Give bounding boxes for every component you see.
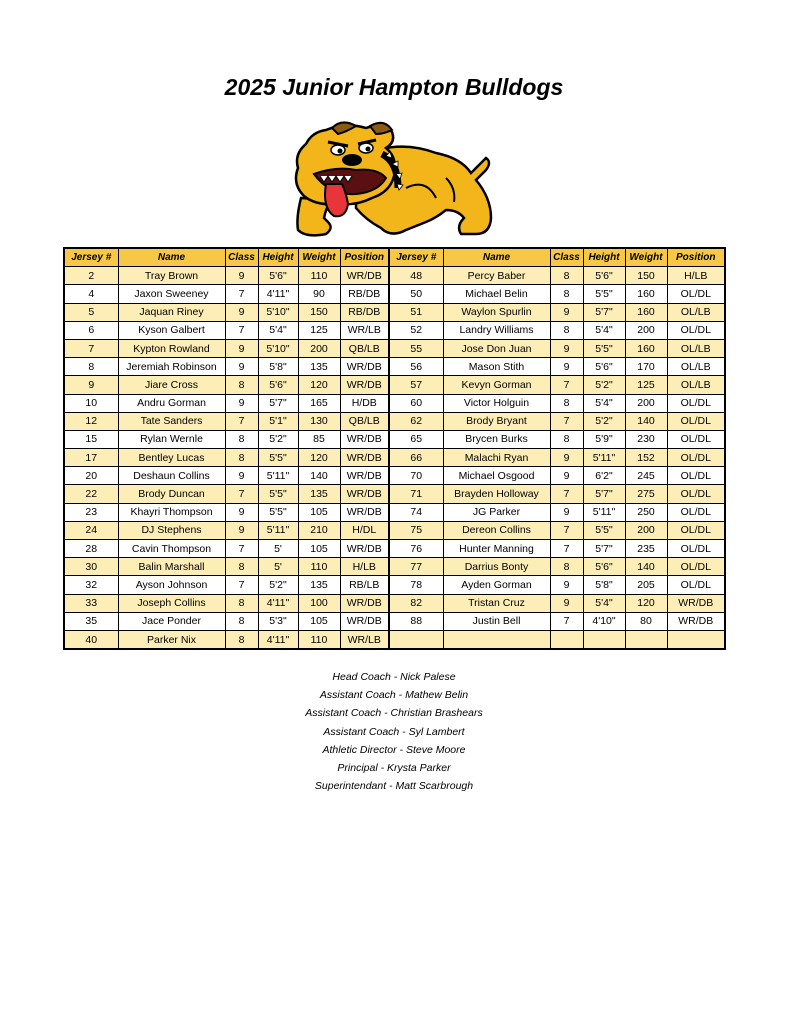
table-row — [64, 449, 725, 467]
table-cell: 8 — [550, 321, 583, 339]
table-cell: 7 — [225, 540, 258, 558]
table-cell: WR/DB — [340, 485, 389, 503]
table-row — [64, 430, 725, 448]
table-cell: 8 — [225, 376, 258, 394]
table-cell: 5'2" — [258, 576, 298, 594]
table-cell: QB/LB — [340, 339, 389, 357]
table-row — [64, 521, 725, 539]
table-cell: 170 — [625, 358, 667, 376]
staff-line: Assistant Coach - Christian Brashears — [305, 707, 483, 720]
table-cell: Bentley Lucas — [118, 449, 225, 467]
table-cell: 5'6" — [583, 358, 625, 376]
staff-list — [0, 668, 788, 795]
table-cell: 5 — [64, 303, 118, 321]
table-cell: OL/DL — [667, 394, 725, 412]
table-cell: 135 — [298, 358, 340, 376]
table-cell: Deshaun Collins — [118, 467, 225, 485]
table-cell: RB/DB — [340, 285, 389, 303]
table-cell: Dereon Collins — [443, 521, 550, 539]
table-row — [64, 303, 725, 321]
table-cell: 250 — [625, 503, 667, 521]
table-cell — [389, 630, 443, 649]
table-cell: Michael Belin — [443, 285, 550, 303]
table-cell: 5'11" — [258, 521, 298, 539]
table-cell: 7 — [225, 485, 258, 503]
table-cell: 5'2" — [258, 430, 298, 448]
table-cell: 7 — [225, 321, 258, 339]
table-cell: 5'5" — [583, 285, 625, 303]
table-cell: WR/DB — [340, 594, 389, 612]
table-cell: 50 — [389, 285, 443, 303]
table-row — [64, 612, 725, 630]
table-cell: 5'7" — [583, 540, 625, 558]
table-cell: 125 — [625, 376, 667, 394]
table-cell: 9 — [225, 303, 258, 321]
table-cell: 30 — [64, 558, 118, 576]
table-cell: RB/DB — [340, 303, 389, 321]
table-cell: 152 — [625, 449, 667, 467]
table-row — [64, 376, 725, 394]
table-cell: 20 — [64, 467, 118, 485]
table-cell: 4'10" — [583, 612, 625, 630]
column-header: Name — [443, 248, 550, 267]
table-cell: 150 — [625, 267, 667, 285]
table-cell: WR/DB — [340, 376, 389, 394]
table-cell: 5'8" — [583, 576, 625, 594]
staff-line: Assistant Coach - Mathew Belin — [319, 689, 469, 702]
table-cell: Balin Marshall — [118, 558, 225, 576]
table-cell: 135 — [298, 576, 340, 594]
table-cell: 7 — [550, 540, 583, 558]
column-header: Position — [667, 248, 725, 267]
table-cell: 88 — [389, 612, 443, 630]
table-cell: OL/DL — [667, 467, 725, 485]
table-cell: 5'6" — [258, 267, 298, 285]
table-cell: Ayson Johnson — [118, 576, 225, 594]
table-cell: 205 — [625, 576, 667, 594]
column-header: Name — [118, 248, 225, 267]
table-cell: H/LB — [340, 558, 389, 576]
table-cell: 4 — [64, 285, 118, 303]
staff-line: Superintendant - Matt Scarbrough — [314, 780, 474, 793]
table-cell: 130 — [298, 412, 340, 430]
table-cell: 33 — [64, 594, 118, 612]
table-cell: H/DL — [340, 521, 389, 539]
table-cell: 78 — [389, 576, 443, 594]
table-cell: Jaquan Riney — [118, 303, 225, 321]
table-cell: 9 — [550, 576, 583, 594]
column-header: Class — [550, 248, 583, 267]
staff-line: Athletic Director - Steve Moore — [322, 743, 466, 756]
table-cell: 5'8" — [258, 358, 298, 376]
table-cell: Darrius Bonty — [443, 558, 550, 576]
table-cell: OL/LB — [667, 303, 725, 321]
table-cell: 5'9" — [583, 430, 625, 448]
table-cell: 5'11" — [583, 449, 625, 467]
table-cell: 82 — [389, 594, 443, 612]
table-row — [64, 558, 725, 576]
table-cell: 8 — [550, 558, 583, 576]
bulldog-mascot-icon — [286, 118, 498, 240]
table-cell: 57 — [389, 376, 443, 394]
table-cell: WR/DB — [340, 467, 389, 485]
table-cell: 40 — [64, 630, 118, 649]
table-cell: 8 — [64, 358, 118, 376]
table-cell: Brody Duncan — [118, 485, 225, 503]
table-cell: 5'5" — [258, 503, 298, 521]
table-cell: 10 — [64, 394, 118, 412]
table-cell: 210 — [298, 521, 340, 539]
table-cell: 120 — [298, 376, 340, 394]
table-cell: 85 — [298, 430, 340, 448]
table-cell: 5'2" — [583, 376, 625, 394]
table-cell: 105 — [298, 503, 340, 521]
table-cell: OL/DL — [667, 430, 725, 448]
table-cell: 55 — [389, 339, 443, 357]
table-cell: OL/DL — [667, 558, 725, 576]
table-cell: 165 — [298, 394, 340, 412]
column-header: Position — [340, 248, 389, 267]
table-cell: 9 — [225, 339, 258, 357]
table-cell: 200 — [625, 521, 667, 539]
table-cell: 9 — [550, 358, 583, 376]
table-cell: 24 — [64, 521, 118, 539]
table-cell: 9 — [550, 594, 583, 612]
table-cell: 105 — [298, 540, 340, 558]
table-cell: 7 — [225, 412, 258, 430]
table-cell: 17 — [64, 449, 118, 467]
column-header: Jersey # — [64, 248, 118, 267]
table-cell: 8 — [225, 630, 258, 649]
table-cell: DJ Stephens — [118, 521, 225, 539]
table-cell: Jeremiah Robinson — [118, 358, 225, 376]
table-cell: 80 — [625, 612, 667, 630]
table-cell: 140 — [625, 558, 667, 576]
table-cell: 5'11" — [258, 467, 298, 485]
table-cell: 5'4" — [583, 594, 625, 612]
table-cell: 60 — [389, 394, 443, 412]
table-row — [64, 540, 725, 558]
table-cell: 230 — [625, 430, 667, 448]
table-row — [64, 503, 725, 521]
table-cell: WR/LB — [340, 321, 389, 339]
table-cell: Landry Williams — [443, 321, 550, 339]
table-cell: 5'6" — [583, 558, 625, 576]
table-row — [64, 394, 725, 412]
table-cell: 62 — [389, 412, 443, 430]
table-cell: 7 — [64, 339, 118, 357]
table-cell: 275 — [625, 485, 667, 503]
roster-table — [63, 247, 726, 650]
table-cell: WR/DB — [340, 358, 389, 376]
table-row — [64, 576, 725, 594]
table-cell — [667, 630, 725, 649]
table-cell: 35 — [64, 612, 118, 630]
table-row — [64, 412, 725, 430]
table-cell: 5'5" — [583, 339, 625, 357]
table-cell: 5'5" — [258, 485, 298, 503]
staff-line: Head Coach - Nick Palese — [332, 671, 456, 683]
table-cell: 4'11" — [258, 285, 298, 303]
column-header: Height — [583, 248, 625, 267]
table-cell: Kyson Galbert — [118, 321, 225, 339]
table-cell: Andru Gorman — [118, 394, 225, 412]
table-cell: 8 — [225, 594, 258, 612]
table-cell: Malachi Ryan — [443, 449, 550, 467]
table-cell: RB/LB — [340, 576, 389, 594]
table-cell: 200 — [298, 339, 340, 357]
table-cell: 5'4" — [583, 394, 625, 412]
table-cell — [625, 630, 667, 649]
table-cell: 65 — [389, 430, 443, 448]
table-cell: 8 — [225, 430, 258, 448]
table-cell: Michael Osgood — [443, 467, 550, 485]
staff-line: Principal - Krysta Parker — [337, 762, 451, 775]
table-cell: 9 — [550, 467, 583, 485]
table-cell: 5'5" — [583, 521, 625, 539]
table-cell: Tray Brown — [118, 267, 225, 285]
table-cell: 7 — [550, 521, 583, 539]
table-cell: 160 — [625, 303, 667, 321]
table-cell: 5'11" — [583, 503, 625, 521]
table-cell: 235 — [625, 540, 667, 558]
table-cell — [550, 630, 583, 649]
table-cell: 8 — [550, 394, 583, 412]
table-cell: Kevyn Gorman — [443, 376, 550, 394]
table-cell: 7 — [550, 485, 583, 503]
table-cell: Ayden Gorman — [443, 576, 550, 594]
table-cell: 7 — [225, 576, 258, 594]
table-cell: 15 — [64, 430, 118, 448]
table-cell: OL/DL — [667, 321, 725, 339]
table-cell: 4'11" — [258, 630, 298, 649]
table-cell: Tristan Cruz — [443, 594, 550, 612]
table-cell: 5'2" — [583, 412, 625, 430]
table-cell: 9 — [225, 521, 258, 539]
table-cell: 5' — [258, 540, 298, 558]
table-cell: 110 — [298, 558, 340, 576]
table-cell: OL/DL — [667, 449, 725, 467]
table-cell: WR/DB — [340, 449, 389, 467]
table-cell: Hunter Manning — [443, 540, 550, 558]
table-cell: 110 — [298, 630, 340, 649]
table-cell: 7 — [225, 285, 258, 303]
table-cell: 9 — [550, 503, 583, 521]
table-cell: 9 — [550, 449, 583, 467]
table-cell: 9 — [550, 339, 583, 357]
table-cell: 7 — [550, 376, 583, 394]
table-cell: OL/DL — [667, 540, 725, 558]
table-cell: Victor Holguin — [443, 394, 550, 412]
table-cell: 9 — [225, 358, 258, 376]
table-cell: 9 — [550, 303, 583, 321]
table-cell: 5'7" — [583, 303, 625, 321]
table-cell — [583, 630, 625, 649]
table-cell: OL/LB — [667, 376, 725, 394]
table-cell: 160 — [625, 285, 667, 303]
table-cell: 140 — [298, 467, 340, 485]
table-cell: OL/DL — [667, 576, 725, 594]
table-cell: Parker Nix — [118, 630, 225, 649]
table-cell: Jiare Cross — [118, 376, 225, 394]
table-cell: OL/DL — [667, 285, 725, 303]
table-cell: 120 — [625, 594, 667, 612]
table-cell: 135 — [298, 485, 340, 503]
table-header-row — [64, 248, 725, 267]
table-cell: Percy Baber — [443, 267, 550, 285]
table-cell: Cavin Thompson — [118, 540, 225, 558]
table-cell: OL/LB — [667, 358, 725, 376]
table-cell: 5'5" — [258, 449, 298, 467]
table-cell: 8 — [550, 430, 583, 448]
table-cell: WR/DB — [340, 540, 389, 558]
table-cell: 9 — [225, 267, 258, 285]
table-cell: 160 — [625, 339, 667, 357]
table-cell: 9 — [64, 376, 118, 394]
table-cell: JG Parker — [443, 503, 550, 521]
table-cell: Brody Bryant — [443, 412, 550, 430]
table-cell: OL/DL — [667, 412, 725, 430]
table-cell: 48 — [389, 267, 443, 285]
table-cell: 70 — [389, 467, 443, 485]
table-cell: 5'6" — [583, 267, 625, 285]
table-cell: 100 — [298, 594, 340, 612]
table-cell: 22 — [64, 485, 118, 503]
table-cell: Khayri Thompson — [118, 503, 225, 521]
table-cell: 5'10" — [258, 303, 298, 321]
table-cell: WR/DB — [667, 612, 725, 630]
table-cell: 9 — [225, 394, 258, 412]
table-cell: WR/DB — [340, 430, 389, 448]
table-cell: Brycen Burks — [443, 430, 550, 448]
table-cell: OL/DL — [667, 503, 725, 521]
table-cell: 5'3" — [258, 612, 298, 630]
table-cell: 77 — [389, 558, 443, 576]
table-cell: Joseph Collins — [118, 594, 225, 612]
table-cell: H/LB — [667, 267, 725, 285]
table-cell: 23 — [64, 503, 118, 521]
table-cell: 5' — [258, 558, 298, 576]
table-cell: Tate Sanders — [118, 412, 225, 430]
table-cell: Jose Don Juan — [443, 339, 550, 357]
table-cell: 125 — [298, 321, 340, 339]
table-cell: WR/DB — [340, 503, 389, 521]
table-cell: 76 — [389, 540, 443, 558]
table-cell: 110 — [298, 267, 340, 285]
table-row — [64, 285, 725, 303]
table-cell: 90 — [298, 285, 340, 303]
table-cell: WR/DB — [340, 612, 389, 630]
column-header: Weight — [298, 248, 340, 267]
table-cell: QB/LB — [340, 412, 389, 430]
table-cell: 105 — [298, 612, 340, 630]
table-cell: Rylan Wernle — [118, 430, 225, 448]
table-row — [64, 630, 725, 649]
table-cell: 140 — [625, 412, 667, 430]
table-row — [64, 594, 725, 612]
table-cell: 66 — [389, 449, 443, 467]
table-cell: OL/LB — [667, 339, 725, 357]
table-row — [64, 267, 725, 285]
table-cell: 56 — [389, 358, 443, 376]
table-cell: 75 — [389, 521, 443, 539]
table-cell: OL/DL — [667, 521, 725, 539]
table-cell: Brayden Holloway — [443, 485, 550, 503]
table-cell: 5'4" — [583, 321, 625, 339]
table-cell: 5'6" — [258, 376, 298, 394]
table-cell: 32 — [64, 576, 118, 594]
table-cell: WR/DB — [340, 267, 389, 285]
table-cell: WR/DB — [667, 594, 725, 612]
staff-line: Assistant Coach - Syl Lambert — [323, 725, 465, 738]
table-cell — [443, 630, 550, 649]
table-cell: 9 — [225, 503, 258, 521]
table-cell: WR/LB — [340, 630, 389, 649]
table-row — [64, 467, 725, 485]
table-cell: Waylon Spurlin — [443, 303, 550, 321]
table-cell: Justin Bell — [443, 612, 550, 630]
table-cell: Jace Ponder — [118, 612, 225, 630]
table-cell: 5'1" — [258, 412, 298, 430]
table-cell: 8 — [225, 449, 258, 467]
table-cell: 200 — [625, 321, 667, 339]
table-cell: 9 — [225, 467, 258, 485]
table-cell: 4'11" — [258, 594, 298, 612]
table-cell: 8 — [225, 558, 258, 576]
table-cell: 200 — [625, 394, 667, 412]
table-cell: H/DB — [340, 394, 389, 412]
page-title: 2025 Junior Hampton Bulldogs — [224, 74, 564, 100]
table-cell: 6'2" — [583, 467, 625, 485]
table-cell: 71 — [389, 485, 443, 503]
table-cell: 12 — [64, 412, 118, 430]
column-header: Weight — [625, 248, 667, 267]
table-cell: 52 — [389, 321, 443, 339]
table-cell: 6 — [64, 321, 118, 339]
table-cell: 245 — [625, 467, 667, 485]
table-row — [64, 321, 725, 339]
column-header: Jersey # — [389, 248, 443, 267]
table-cell: 5'7" — [258, 394, 298, 412]
table-cell: 5'10" — [258, 339, 298, 357]
table-cell: 5'7" — [583, 485, 625, 503]
table-cell: OL/DL — [667, 485, 725, 503]
table-cell: 2 — [64, 267, 118, 285]
table-row — [64, 358, 725, 376]
table-row — [64, 485, 725, 503]
table-cell: 120 — [298, 449, 340, 467]
table-cell: 74 — [389, 503, 443, 521]
table-cell: 7 — [550, 612, 583, 630]
column-header: Height — [258, 248, 298, 267]
table-cell: 7 — [550, 412, 583, 430]
table-row — [64, 339, 725, 357]
table-cell: Kypton Rowland — [118, 339, 225, 357]
table-cell: Jaxon Sweeney — [118, 285, 225, 303]
table-cell: 28 — [64, 540, 118, 558]
table-cell: 150 — [298, 303, 340, 321]
column-header: Class — [225, 248, 258, 267]
table-cell: Mason Stith — [443, 358, 550, 376]
table-cell: 5'4" — [258, 321, 298, 339]
table-cell: 51 — [389, 303, 443, 321]
table-cell: 8 — [550, 285, 583, 303]
table-cell: 8 — [225, 612, 258, 630]
table-cell: 8 — [550, 267, 583, 285]
